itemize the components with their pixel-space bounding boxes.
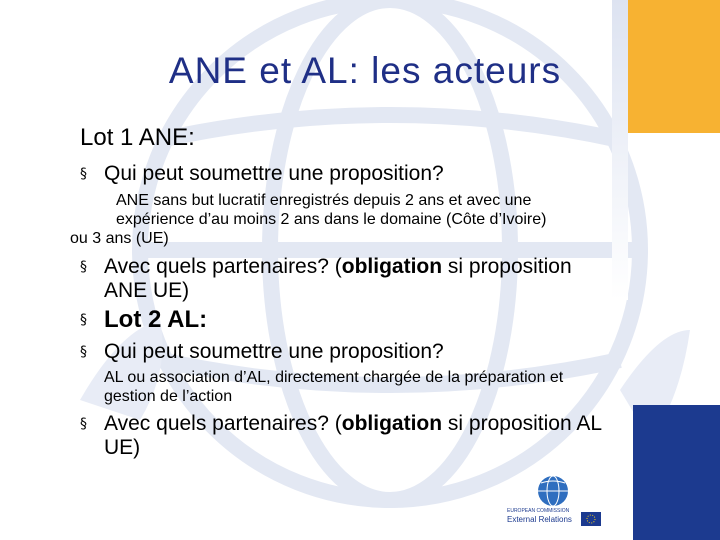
bullet-item	[80, 255, 660, 303]
bullet-text-continuation: UE)	[104, 436, 141, 459]
bullet-icon: §	[80, 416, 87, 432]
slide-title: ANE et AL: les acteurs	[168, 50, 562, 91]
bullet-item	[80, 340, 620, 364]
european-commission-logo	[505, 474, 603, 530]
bullet-item	[80, 412, 680, 460]
answer-line: ANE sans but lucratif enregistrés depuis 2 ans et avec une	[116, 192, 532, 209]
bullet-item	[80, 308, 480, 332]
bullet-text-continuation: ANE UE)	[104, 279, 190, 302]
bullet-icon: §	[80, 166, 87, 182]
bullet-icon: §	[80, 312, 87, 328]
answer-line: AL ou association d’AL, directement chargée de la préparation et	[104, 369, 564, 386]
bullet-item	[80, 162, 620, 186]
bullet-icon: §	[80, 344, 87, 360]
bullet-text: Qui peut soumettre une proposition?	[104, 340, 444, 363]
answer-line: ou 3 ans (UE)	[70, 230, 169, 247]
answer-line: expérience d’au moins 2 ans dans le domaine (Côte d’Ivoire)	[116, 211, 547, 228]
bullet-text: Avec quels partenaires? (obligation si proposition AL	[104, 412, 603, 435]
bullet-text: Avec quels partenaires? (obligation si proposition	[104, 255, 572, 278]
logo-text-line1: EUROPEAN COMMISSION	[507, 508, 570, 514]
lot2-heading: Lot 2 AL:	[104, 306, 208, 333]
logo-text-line2: External Relations	[507, 515, 572, 524]
lot1-heading: Lot 1 ANE:	[80, 124, 195, 151]
bullet-icon: §	[80, 259, 87, 275]
eu-flag-icon	[581, 512, 601, 526]
answer-line: gestion de l’action	[104, 388, 233, 405]
bullet-text: Qui peut soumettre une proposition?	[104, 162, 444, 185]
